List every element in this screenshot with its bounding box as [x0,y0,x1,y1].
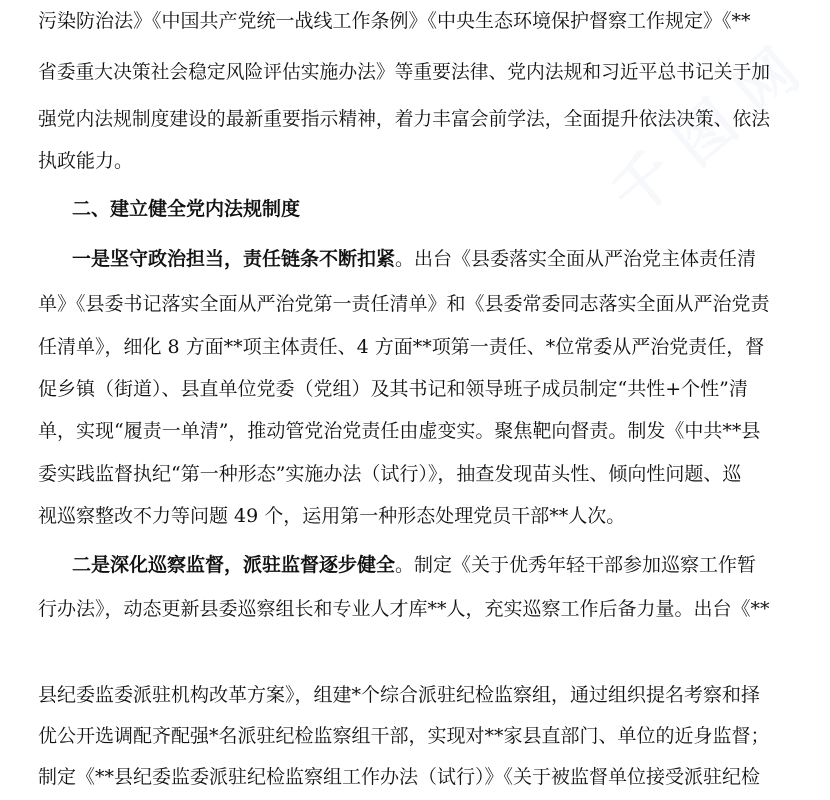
text-line: 单》《县委书记落实全面从严治党第一责任清单》和《县委常委同志落实全面从严治党责 [38,293,770,315]
text-line: 任清单》，细化 8 方面**项主体责任、4 方面**项第一责任、*位常委从严治党责任，督 [38,336,765,358]
paragraph-2-first-line [72,552,756,578]
text-line: 县纪委监委派驻机构改革方案》，组建*个综合派驻纪检监察组，通过组织提名考察和择 [38,684,761,706]
text-line: 省委重大决策社会稳定风险评估实施办法》等重要法律、党内法规和习近平总书记关于加 [38,61,771,83]
text-line: 污染防治法》《中国共产党统一战线工作条例》《中央生态环境保护督察工作规定》《** [38,10,751,32]
paragraph-1-lead-rest: 。出台《县委落实全面从严治党主体责任清 [395,248,757,270]
text-line: 视巡察整改不力等问题 49 个，运用第一种形态处理党员干部**人次。 [38,505,626,527]
paragraph-1-lead: 一是坚守政治担当，责任链条不断扣紧 [72,248,396,270]
text-line: 优公开选调配齐配强*名派驻纪检监察组干部，实现对**家县直部门、单位的近身监督； [38,725,770,747]
section-heading: 二、建立健全党内法规制度 [72,198,301,220]
text-line: 制定《**县纪委监委派驻纪检监察组工作办法（试行）》《关于被监督单位接受派驻纪检 [38,766,761,788]
paragraph-2-lead: 二是深化巡察监督，派驻监督逐步健全 [72,554,396,576]
text-line: 单，实现“履责一单清”，推动管党治党责任由虚变实。聚焦靶向督责。制发《中共**县 [38,420,761,442]
text-line: 促乡镇（街道）、县直单位党委（党组）及其书记和领导班子成员制定“共性+个性”清 [38,378,748,400]
paragraph-2-lead-rest: 。制定《关于优秀年轻干部参加巡察工作暂 [395,554,757,576]
text-line: 执政能力。 [38,150,134,172]
text-line: 强党内法规制度建设的最新重要指示精神，着力丰富会前学法，全面提升依法决策、依法 [38,108,771,130]
text-line: 行办法》，动态更新县委巡察组长和专业人才库**人，充实巡察工作后备力量。出台《** [38,598,770,620]
text-line: 委实践监督执纪“第一种形态”实施办法（试行）》，抽查发现苗头性、倾向性问题、巡 [38,463,742,485]
watermark: 千图网 [598,22,828,231]
paragraph-1-first-line [72,246,756,272]
